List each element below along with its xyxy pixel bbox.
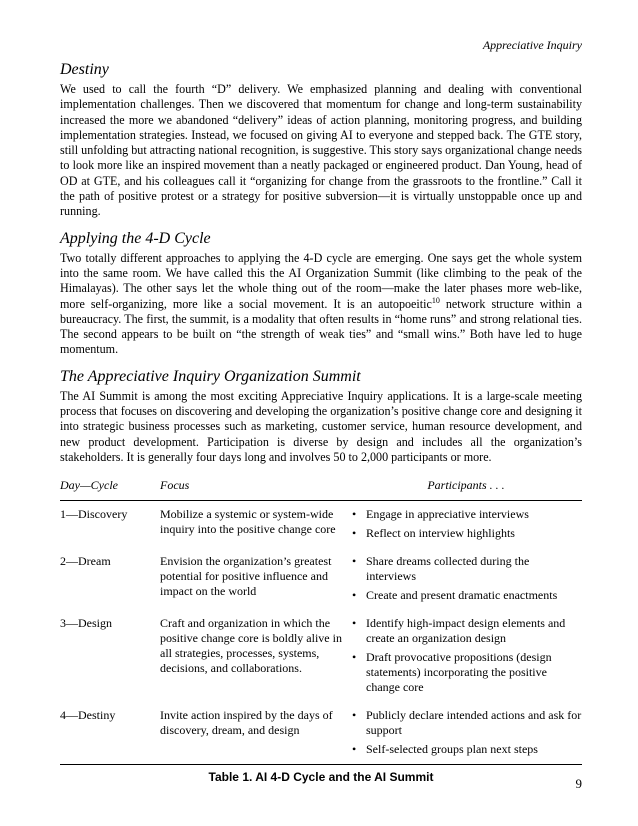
cell-day: 2—Dream [60,554,111,569]
running-header: Appreciative Inquiry [482,38,582,52]
section-ai-summit [60,367,582,465]
table-caption: Table 1. AI 4-D Cycle and the AI Summit [208,770,434,785]
cycle-table-wrapper [60,474,582,784]
table-row [60,610,582,702]
page-number: 9 [575,776,582,791]
participant-item: • Identify high-impact design elements and create an organization design [350,616,582,646]
participant-item: • Self-selected groups plan next steps [350,742,582,757]
section-title: The Appreciative Inquiry Organization Summit [60,367,361,385]
participants-list [350,616,582,695]
cell-participants [350,501,582,549]
participant-item: • Publicly declare intended actions and ask for support [350,708,582,738]
column-header-participants: Participants . . . [350,474,582,501]
participants-list [350,708,582,757]
cell-participants [350,702,582,765]
footnote-marker: 10 [431,295,440,305]
cell-day: 1—Discovery [60,507,128,522]
section-title: Applying the 4-D Cycle [60,229,211,247]
section-body: The AI Summit is among the most exciting Appreciative Inquiry applications. It is a large-scale meeting process that focuses on discovering and developing the organization’s positive change core and designing it into strategic business processes such as marketing, customer service, human resource development, and new product development. Participation is diverse by design and includes all the organization’s stakeholders. It is generally four days long and involves 50 to 2,000 participants or more. [60,388,582,464]
participant-item: • Create and present dramatic enactments [350,588,582,603]
cell-day: 3—Design [60,616,112,631]
participants-list [350,554,582,603]
cell-participants [350,610,582,702]
page-content [60,60,582,784]
cell-focus: Mobilize a systemic or system-wide inquiry into the positive change core [160,507,336,537]
participant-item: • Share dreams collected during the interviews [350,554,582,584]
cell-focus: Invite action inspired by the days of discovery, dream, and design [160,702,350,765]
cell-day: 4—Destiny [60,702,160,765]
column-header-focus: Focus [160,474,350,501]
section-destiny [60,60,582,220]
table-row [60,501,582,549]
section-applying-4d-cycle [60,229,582,358]
table-row [60,548,582,610]
table-row [60,702,582,765]
column-header-day: Day—Cycle [60,474,160,501]
section-body [60,251,582,358]
section-title: Destiny [60,61,109,78]
participant-item: • Engage in appreciative interviews [350,507,582,522]
participant-item: • Reflect on interview highlights [350,526,582,541]
section-body: We used to call the fourth “D” delivery. We emphasized planning and dealing with conventional implementation challenges. Then we discovered that momentum for change and long-term sustainability increased the more we abandoned “delivery” ideas of action planning, monitoring progress, and building implementation strategies. Instead, we focused on giving AI to everyone and stepped back. The GTE story, still unfolding but attracting national recognition, is suggestive. This story says organizational change needs to look more like an inspired movement than a neatly packaged or engineered product. Dan Young, head of OD at GTE, and his colleagues call it “organizing for change from the grassroots to the frontline.” Call it the path of positive protest or a strategy for positive subversion—it is virtually unstoppable once up and running. [60,82,582,219]
participants-list [350,507,582,541]
body-text: network structure within a bureaucracy. The first, the summit, is a modality that often results in “home runs” and strong relational ties. The second appears to be built on “the strength of weak ties” and “small wins.” Both have led to huge momentum. [60,296,583,357]
table-header-row [60,474,582,501]
cell-focus: Craft and organization in which the positive change core is boldly alive in all strategies, processes, systems, decisions, and collaborations. [160,616,342,676]
body-text: Two totally different approaches to applying the 4-D cycle are emerging. One says get the whole system into the same room. We have called this the AI Organization Summit (like climbing to the peak of the Himalayas). The other says let the whole thing out of the room—make the later phases more web-like, more self-organizing, more like a social movement. It is an autopoeitic [60,250,582,311]
cell-participants [350,548,582,610]
cell-focus: Envision the organization’s greatest potential for positive influence and impact on the world [160,554,332,599]
cycle-table [60,474,582,765]
participant-item: • Draft provocative propositions (design statements) incorporating the positive change core [350,650,582,695]
